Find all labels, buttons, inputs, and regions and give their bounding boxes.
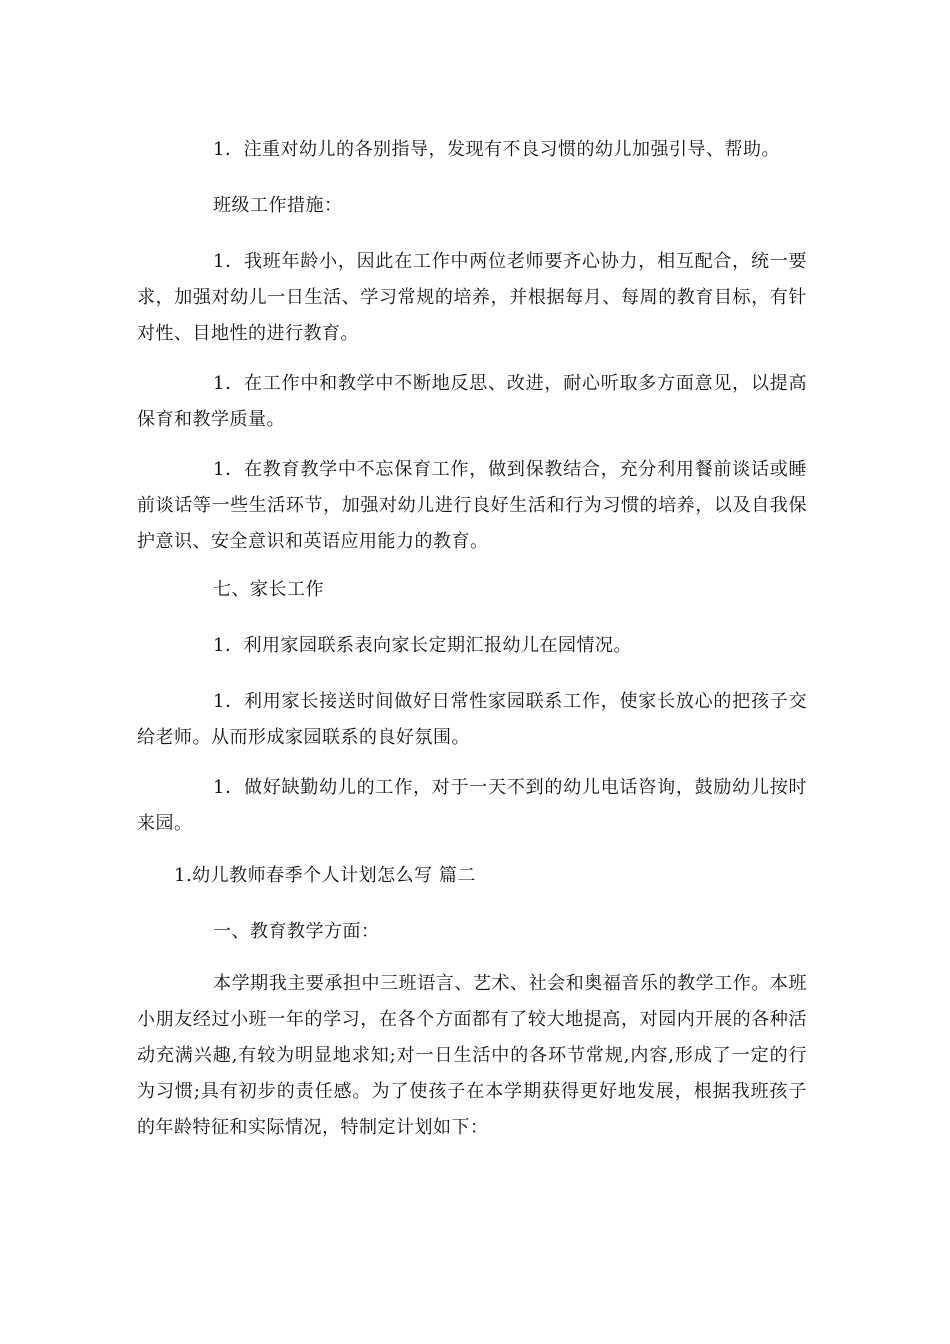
paragraph-absence: 1．做好缺勤幼儿的工作，对于一天不到的幼儿电话咨询，鼓励幼儿按时来园。 — [137, 777, 807, 834]
paragraph-teacher-cooperation: 1．我班年龄小，因此在工作中两位老师要齐心协力，相互配合，统一要求，加强对幼儿一日生活、学习常规的培养，并根据每月、每周的教育目标，有针对性、目地性的进行教育。 — [137, 251, 807, 344]
paragraph-pickup-contact: 1．利用家长接送时间做好日常性家园联系工作，使家长放心的把孩子交给老师。从而形成家园联系的良好氛围。 — [137, 691, 807, 748]
paragraph-individual-guidance: 1．注重对幼儿的各别指导，发现有不良习惯的幼儿加强引导、帮助。 — [213, 139, 780, 160]
article-subtitle: 1.幼儿教师春季个人计划怎么写 篇二 — [174, 865, 476, 886]
section-heading-class-measures: 班级工作措施： — [213, 195, 343, 216]
paragraph-reflection: 1．在工作中和教学中不断地反思、改进，耐心听取多方面意见，以提高保育和教学质量。 — [137, 373, 807, 430]
paragraph-care-education: 1．在教育教学中不忘保育工作，做到保教结合，充分利用餐前谈话或睡前谈话等一些生活环节，加强对幼儿进行良好生活和行为习惯的培养，以及自我保护意识、安全意识和英语应用能力的教育。 — [137, 459, 807, 552]
paragraph-contact-form: 1．利用家园联系表向家长定期汇报幼儿在园情况。 — [213, 635, 632, 656]
paragraph-semester-plan: 本学期我主要承担中三班语言、艺术、社会和奥福音乐的教学工作。本班小朋友经过小班一年的学习，在各个方面都有了较大地提高，对园内开展的各种活动充满兴趣,有较为明显地求知;对一日生活中的各环节常规,内容,形成了一定的行为习惯;具有初步的责任感。为了使孩子在本学期获得更好地发展，根据我班孩子的年龄特征和实际情况，特制定计划如下： — [137, 973, 807, 1138]
section-heading-education: 一、教育教学方面： — [213, 921, 380, 942]
section-heading-parent-work: 七、家长工作 — [213, 579, 324, 600]
